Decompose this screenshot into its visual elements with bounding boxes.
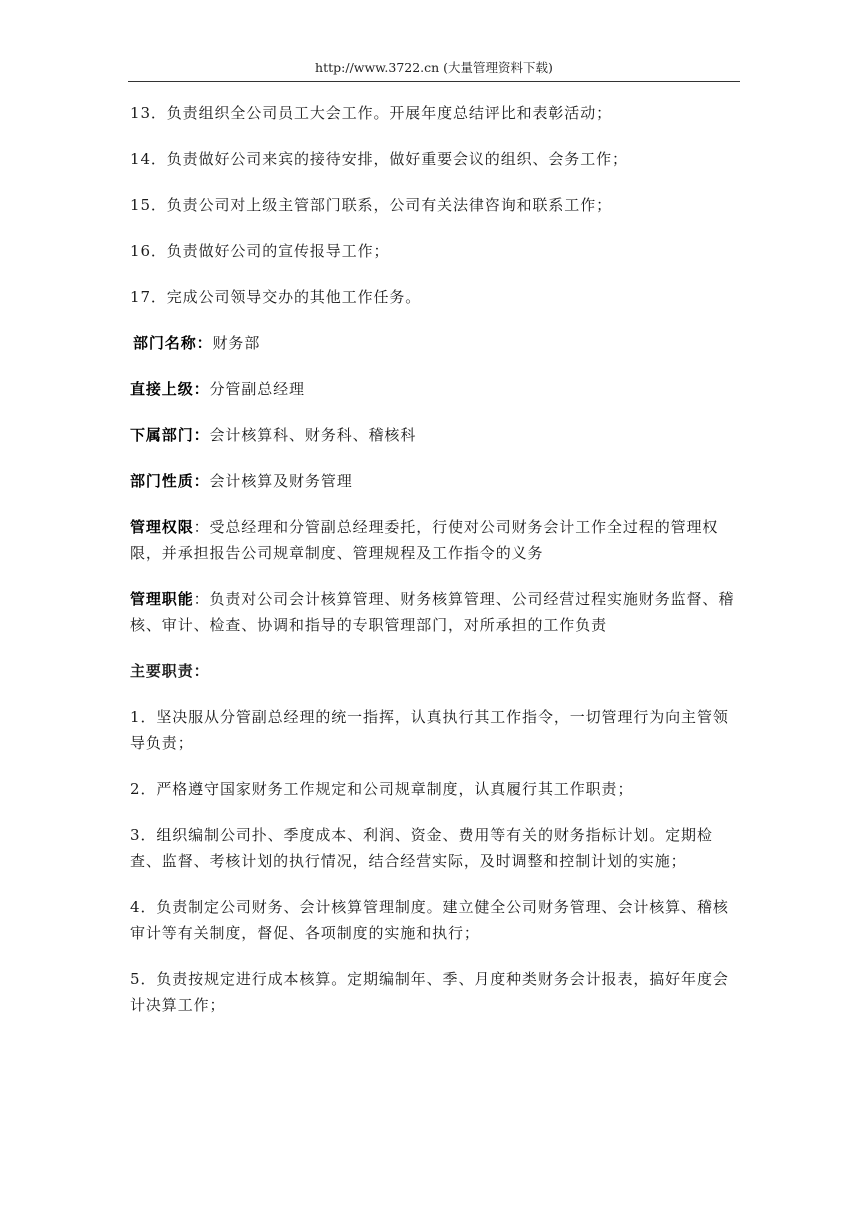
dept-sub-row — [130, 422, 742, 448]
dept-name-value: 财务部 — [212, 334, 261, 352]
duty-item: 14．负责做好公司来宾的接待安排，做好重要会议的组织、会务工作； — [130, 150, 628, 168]
document-body — [130, 100, 742, 1038]
duty-item: 15．负责公司对上级主管部门联系，公司有关法律咨询和联系工作； — [130, 196, 612, 214]
dept-nature-row — [130, 468, 742, 494]
dept-authority-label: 管理权限 — [130, 518, 194, 536]
dept-sub-value: 会计核算科、财务科、稽核科 — [209, 426, 417, 444]
page-header-url: http://www.3722.cn (大量管理资料下载) — [315, 60, 553, 75]
duty-item: 17．完成公司领导交办的其他工作任务。 — [130, 288, 422, 306]
dept-superior-value: 分管副总经理 — [209, 380, 305, 398]
dept-function-row — [130, 586, 742, 638]
duty-item: 2．严格遵守国家财务工作规定和公司规章制度，认真履行其工作职责； — [130, 780, 634, 798]
duty-item: 1．坚决服从分管副总经理的统一指挥，认真执行其工作指令，一切管理行为向主管领导负责； — [130, 708, 729, 752]
dept-nature-value: 会计核算及财务管理 — [209, 472, 353, 490]
dept-authority-row — [130, 514, 742, 566]
duty-item: 13．负责组织全公司员工大会工作。开展年度总结评比和表彰活动； — [130, 104, 612, 122]
duty-item: 5．负责按规定进行成本核算。定期编制年、季、月度种类财务会计报表，搞好年度会计决算工作； — [130, 970, 729, 1014]
dept-function-value: ：负责对公司会计核算管理、财务核算管理、公司经营过程实施财务监督、稽核、审计、检查、协调和指导的专职管理部门，对所承担的工作负责 — [130, 590, 735, 634]
dept-superior-row — [130, 376, 742, 402]
dept-name-row — [130, 330, 742, 356]
duty-item: 16．负责做好公司的宣传报导工作； — [130, 242, 390, 260]
dept-function-label: 管理职能 — [130, 590, 194, 608]
dept-sub-label: 下属部门： — [130, 426, 210, 444]
duties-title: 主要职责： — [130, 662, 210, 680]
dept-nature-label: 部门性质： — [130, 472, 210, 490]
duty-item: 4．负责制定公司财务、会计核算管理制度。建立健全公司财务管理、会计核算、稽核审计等有关制度，督促、各项制度的实施和执行； — [130, 898, 729, 942]
duty-item: 3．组织编制公司扑、季度成本、利润、资金、费用等有关的财务指标计划。定期检查、监督、考核计划的执行情况，结合经营实际，及时调整和控制计划的实施； — [130, 826, 713, 870]
dept-superior-label: 直接上级： — [130, 380, 210, 398]
dept-name-label: 部门名称： — [133, 334, 213, 352]
header-rule — [128, 81, 740, 82]
dept-authority-value: ：受总经理和分管副总经理委托，行使对公司财务会计工作全过程的管理权限，并承担报告公司规章制度、管理规程及工作指令的义务 — [130, 518, 719, 562]
